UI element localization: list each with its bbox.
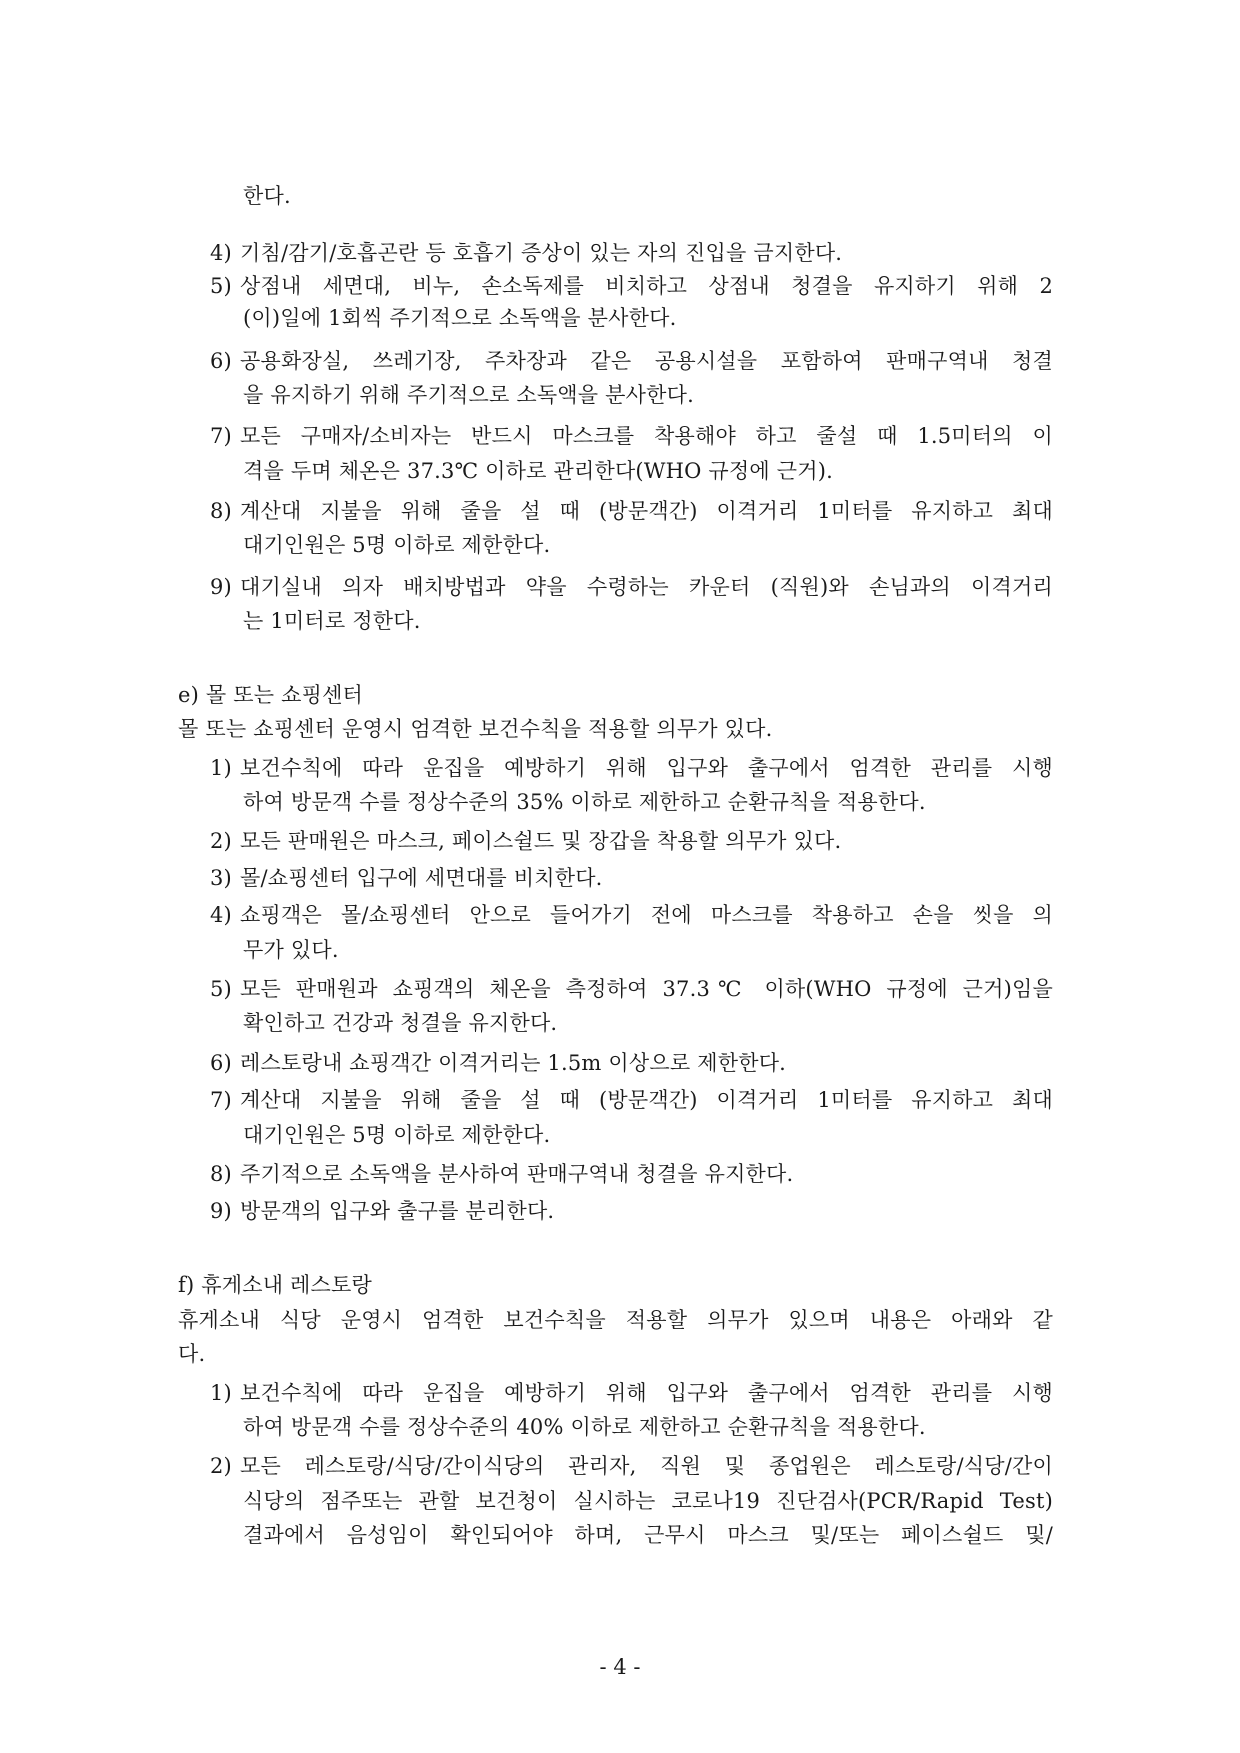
section-intro: 휴게소내 식당 운영시 엄격한 보건수칙을 적용할 의무가 있으며 내용은 아래와 같 [178,1308,1053,1332]
list-item-number: 5) [210,977,232,1001]
list-item-number: 8) [210,499,232,523]
list-item-text: 대기실내 의자 배치방법과 약을 수령하는 카운터 (직원)와 손님과의 이격거리 [240,575,1053,599]
list-item-number: 7) [210,1088,232,1112]
list-item [210,753,1053,783]
list-item-continuation: 무가 있다. [243,938,339,962]
list-item-number: 9) [210,575,232,599]
list-item [210,1196,554,1226]
section-heading: f) 휴게소내 레스토랑 [178,1273,373,1297]
list-item-continuation: 결과에서 음성임이 확인되어야 하며, 근무시 마스크 및/또는 페이스쉴드 및/ [243,1523,1053,1547]
list-item [210,496,1053,526]
list-item-text: 모든 판매원과 쇼핑객의 체온을 측정하여 37.3℃ 이하(WHO 규정에 근거)임을 [240,977,1053,1001]
list-item [210,1048,786,1078]
list-item-continuation: 하여 방문객 수를 정상수준의 35% 이하로 제한하고 순환규칙을 적용한다. [243,790,926,814]
list-item-continuation: 식당의 점주또는 관할 보건청이 실시하는 코로나19 진단검사(PCR/Rapid Test) [243,1489,1053,1513]
list-item-text: 쇼핑객은 몰/쇼핑센터 안으로 들어가기 전에 마스크를 착용하고 손을 씻을 의 [240,903,1053,927]
section-intro: 몰 또는 쇼핑센터 운영시 엄격한 보건수칙을 적용할 의무가 있다. [178,717,773,741]
list-item-continuation: 격을 두며 체온은 37.3℃ 이하로 관리한다(WHO 규정에 근거). [243,459,833,483]
list-item-number: 5) [210,274,232,298]
list-item-continuation: 확인하고 건강과 청결을 유지한다. [243,1011,558,1035]
list-item [210,346,1053,376]
list-item-number: 2) [210,829,232,853]
list-item-text: 모든 구매자/소비자는 반드시 마스크를 착용해야 하고 줄설 때 1.5미터의 이 [240,424,1053,448]
list-item-number: 1) [210,756,232,780]
list-item-number: 6) [210,349,232,373]
list-item-text: 공용화장실, 쓰레기장, 주차장과 같은 공용시설을 포함하여 판매구역내 청결 [240,349,1053,373]
list-item [210,863,603,893]
list-item [210,238,842,268]
list-item [210,1085,1053,1115]
list-item-number: 7) [210,424,232,448]
list-item [210,572,1053,602]
list-item-text: 레스토랑내 쇼핑객간 이격거리는 1.5m 이상으로 제한한다. [240,1051,787,1075]
list-item [210,900,1053,930]
list-item-continuation: 대기인원은 5명 이하로 제한한다. [243,533,551,557]
section-intro-continuation: 다. [178,1342,206,1366]
list-item-text: 모든 레스토랑/식당/간이식당의 관리자, 직원 및 종업원은 레스토랑/식당/간이 [240,1454,1053,1478]
list-item-number: 8) [210,1162,232,1186]
list-item-number: 9) [210,1199,232,1223]
list-item-text: 모든 판매원은 마스크, 페이스쉴드 및 장갑을 착용할 의무가 있다. [240,829,842,853]
list-item [210,974,1053,1004]
list-item [210,1378,1053,1408]
list-item-number: 2) [210,1454,232,1478]
list-item [210,271,1053,301]
list-item-text: 계산대 지불을 위해 줄을 설 때 (방문객간) 이격거리 1미터를 유지하고 최대 [240,1088,1053,1112]
list-item [210,1159,793,1189]
list-item-number: 1) [210,1381,232,1405]
list-item-text: 계산대 지불을 위해 줄을 설 때 (방문객간) 이격거리 1미터를 유지하고 최대 [240,499,1053,523]
list-item-continuation: 는 1미터로 정한다. [243,609,421,633]
page-number: - 4 - [599,1655,641,1679]
list-item-continuation: (이)일에 1회씩 주기적으로 소독액을 분사한다. [243,306,677,330]
continuation-text: 한다. [243,184,291,208]
list-item [210,826,841,856]
list-item [210,421,1053,451]
section-heading: e) 몰 또는 쇼핑센터 [178,683,364,707]
list-item-text: 보건수칙에 따라 운집을 예방하기 위해 입구와 출구에서 엄격한 관리를 시행 [240,1381,1053,1405]
list-item [210,1451,1053,1481]
list-item-text: 기침/감기/호흡곤란 등 호흡기 증상이 있는 자의 진입을 금지한다. [240,241,843,265]
list-item-text: 몰/쇼핑센터 입구에 세면대를 비치한다. [240,866,603,890]
list-item-continuation: 하여 방문객 수를 정상수준의 40% 이하로 제한하고 순환규칙을 적용한다. [243,1415,926,1439]
list-item-text: 방문객의 입구와 출구를 분리한다. [240,1199,555,1223]
list-item-continuation: 을 유지하기 위해 주기적으로 소독액을 분사한다. [243,383,694,407]
list-item-number: 4) [210,241,232,265]
list-item-text: 주기적으로 소독액을 분사하여 판매구역내 청결을 유지한다. [240,1162,794,1186]
list-item-number: 3) [210,866,232,890]
list-item-number: 4) [210,903,232,927]
list-item-text: 보건수칙에 따라 운집을 예방하기 위해 입구와 출구에서 엄격한 관리를 시행 [240,756,1053,780]
list-item-number: 6) [210,1051,232,1075]
list-item-continuation: 대기인원은 5명 이하로 제한한다. [243,1123,551,1147]
list-item-text: 상점내 세면대, 비누, 손소독제를 비치하고 상점내 청결을 유지하기 위해 2 [240,274,1053,298]
